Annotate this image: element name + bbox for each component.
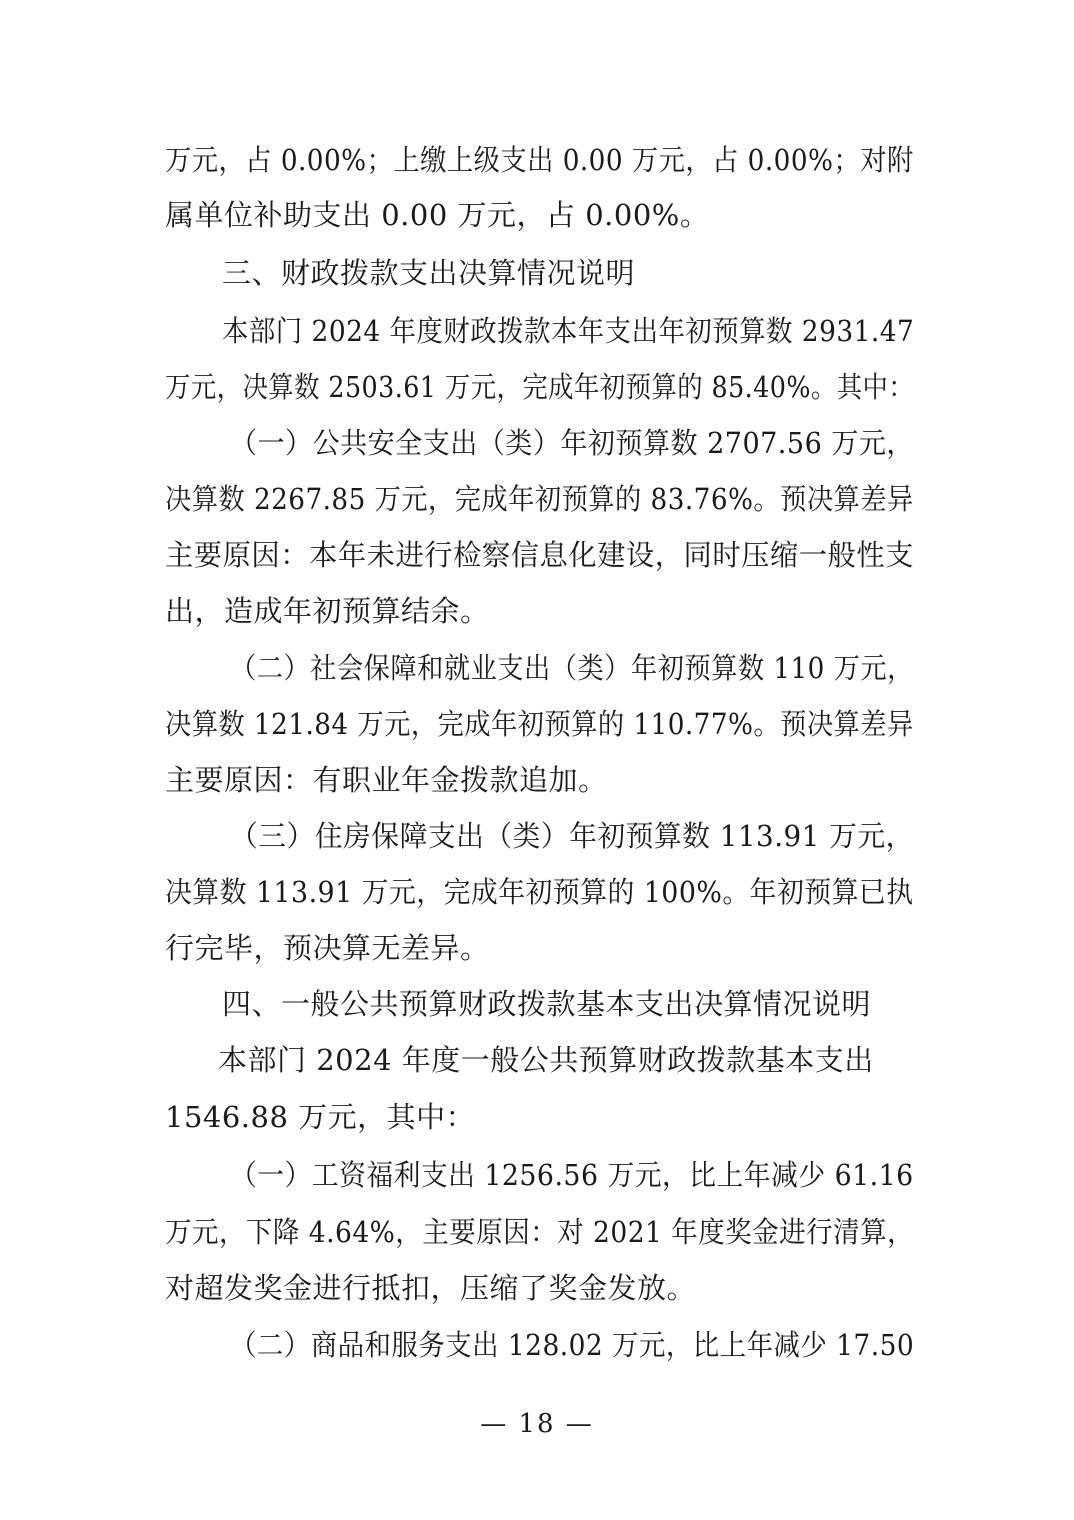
- body-text-line: 主要原因：有职业年金拨款追加。: [165, 763, 608, 797]
- body-text-line: （二）商品和服务支出 128.02 万元，比上年减少 17.50: [230, 1328, 915, 1362]
- body-text-line: 本部门 2024 年度财政拨款本年支出年初预算数 2931.47: [222, 314, 915, 348]
- section-heading: 三、财政拨款支出决算情况说明: [222, 256, 636, 290]
- page-number: — 18 —: [480, 1409, 594, 1439]
- body-text-line: 本部门 2024 年度一般公共预算财政拨款基本支出: [218, 1043, 874, 1077]
- body-text-line: （三）住房保障支出（类）年初预算数 113.91 万元，: [230, 819, 914, 853]
- body-text-line: 决算数 121.84 万元，完成年初预算的 110.77%。预决算差异: [165, 707, 914, 741]
- body-text-line: 属单位补助支出 0.00 万元，占 0.00%。: [165, 198, 710, 232]
- body-text-line: 决算数 113.91 万元，完成年初预算的 100%。年初预算已执: [165, 875, 914, 909]
- body-text-line: （一）工资福利支出 1256.56 万元，比上年减少 61.16: [230, 1158, 914, 1192]
- body-text-line: 对超发奖金进行抵扣，压缩了奖金发放。: [165, 1271, 697, 1305]
- body-text-line: （二）社会保障和就业支出（类）年初预算数 110 万元，: [230, 651, 914, 685]
- body-text-line: （一）公共安全支出（类）年初预算数 2707.56 万元，: [230, 426, 914, 460]
- body-text-line: 万元，决算数 2503.61 万元，完成年初预算的 85.40%。其中：: [165, 370, 915, 404]
- body-text-line: 出，造成年初预算结余。: [165, 594, 490, 628]
- section-heading: 四、一般公共预算财政拨款基本支出决算情况说明: [222, 987, 872, 1021]
- body-text-line: 1546.88 万元，其中：: [165, 1100, 476, 1134]
- body-text-line: 主要原因：本年未进行检察信息化建设，同时压缩一般性支: [165, 538, 914, 572]
- body-text-line: 万元，占 0.00%；上缴上级支出 0.00 万元，占 0.00%；对附: [165, 143, 914, 177]
- body-text-line: 行完毕，预决算无差异。: [165, 931, 490, 965]
- body-text-line: 决算数 2267.85 万元，完成年初预算的 83.76%。预决算差异: [165, 482, 914, 516]
- body-text-line: 万元，下降 4.64%，主要原因：对 2021 年度奖金进行清算，: [165, 1215, 915, 1249]
